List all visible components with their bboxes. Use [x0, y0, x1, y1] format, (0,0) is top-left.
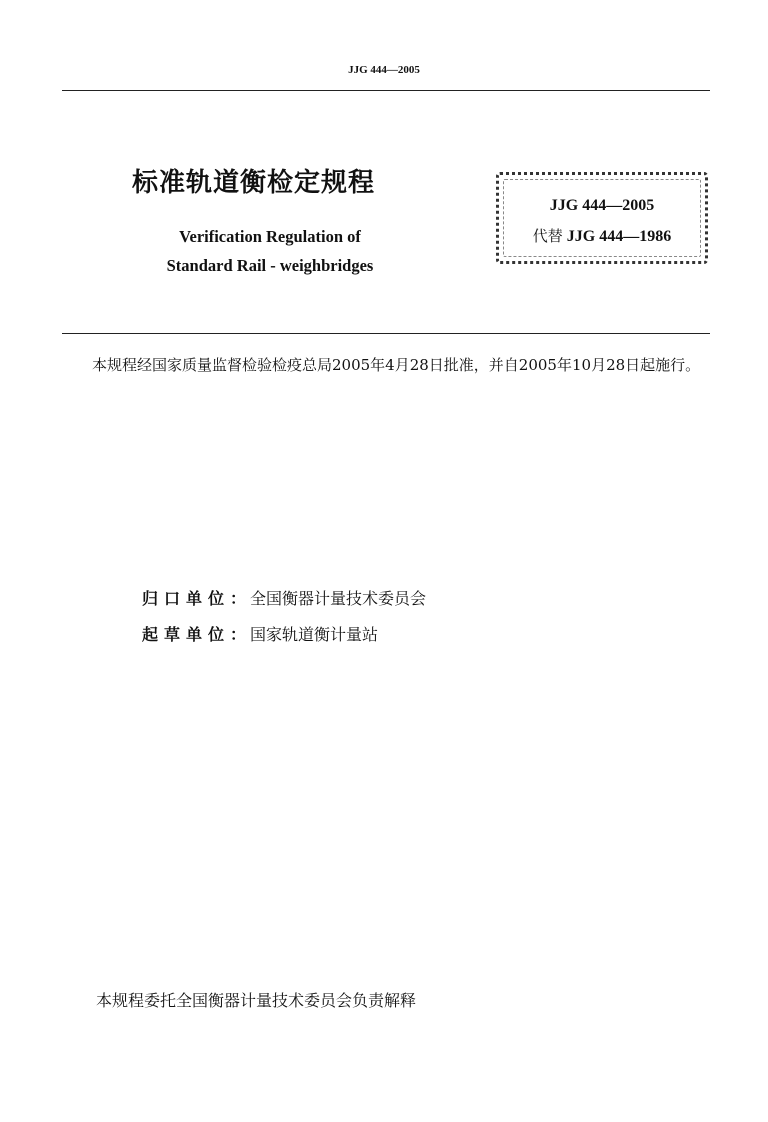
drafting-unit-row	[142, 622, 378, 645]
title-english	[120, 222, 420, 280]
header-rule	[62, 90, 710, 91]
title-chinese: 标准轨道衡检定规程	[132, 168, 376, 198]
drafting-unit-value: 国家轨道衡计量站	[250, 625, 379, 644]
interpretation-note: 本规程委托全国衡器计量技术委员会负责解释	[96, 991, 417, 1010]
section-rule	[62, 333, 710, 334]
running-header-code: JJG 444—2005	[348, 64, 420, 76]
title-english-line-1: Verification Regulation of	[179, 227, 361, 246]
responsible-unit-colon: ：	[230, 589, 247, 608]
approval-paragraph: 本规程经国家质量监督检验检疫总局2005年4月28日批准，并自2005年10月28日起施行。	[92, 356, 701, 374]
responsible-unit-value: 全国衡器计量技术委员会	[250, 589, 427, 608]
responsible-unit-label: 归口单位	[142, 589, 231, 608]
code-box-replaces	[499, 225, 705, 246]
replaces-code: JJG 444—1986	[566, 228, 672, 245]
code-box-code: JJG 444—2005	[549, 197, 655, 214]
responsible-unit-row	[142, 586, 426, 609]
replaces-prefix: 代替	[532, 227, 563, 245]
title-english-line-2: Standard Rail - weighbridges	[166, 256, 374, 275]
drafting-unit-colon: ：	[230, 625, 247, 644]
standard-code-box	[496, 172, 708, 264]
drafting-unit-label: 起草单位	[142, 625, 231, 644]
